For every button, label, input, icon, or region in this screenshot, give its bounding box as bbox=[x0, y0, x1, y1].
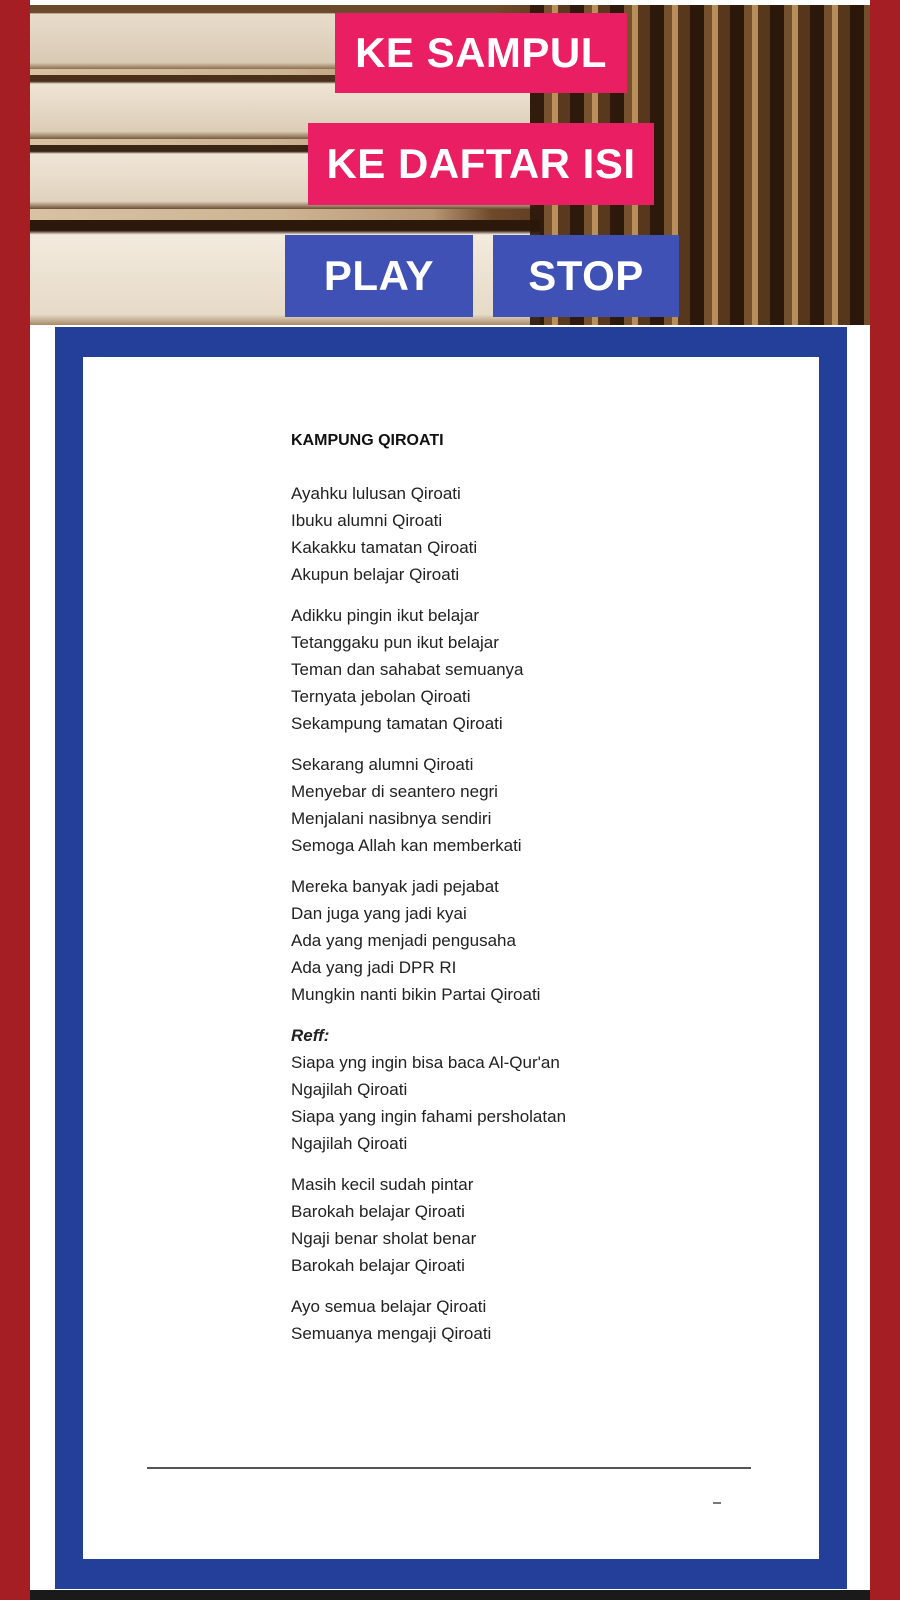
lyric-line: Ada yang menjadi pengusaha bbox=[291, 931, 516, 950]
document-frame bbox=[55, 327, 847, 1589]
lyric-line: Kakakku tamatan Qiroati bbox=[291, 538, 478, 557]
right-border bbox=[870, 0, 900, 1600]
lyric-line: Adikku pingin ikut belajar bbox=[291, 606, 480, 625]
go-to-contents-button[interactable]: KE DAFTAR ISI bbox=[308, 123, 654, 205]
reff-stanza bbox=[291, 1022, 771, 1157]
lyric-line: Ayahku lulusan Qiroati bbox=[291, 484, 461, 503]
footer-divider bbox=[147, 1467, 751, 1469]
reff-lines bbox=[291, 1049, 771, 1157]
lyric-line: Menjalani nasibnya sendiri bbox=[291, 809, 492, 828]
reff-label: Reff: bbox=[291, 1026, 330, 1045]
header-banner bbox=[30, 5, 870, 325]
song-title: KAMPUNG QIROATI bbox=[291, 432, 444, 449]
lyric-line: Ayo semua belajar Qiroati bbox=[291, 1297, 487, 1316]
lyric-line: Tetanggaku pun ikut belajar bbox=[291, 633, 499, 652]
lyric-line: Ada yang jadi DPR RI bbox=[291, 958, 457, 977]
lyric-line: Barokah belajar Qiroati bbox=[291, 1202, 465, 1221]
lyric-line: Mungkin nanti bikin Partai Qiroati bbox=[291, 985, 541, 1004]
lyrics-block bbox=[291, 427, 771, 1361]
bottom-edge bbox=[30, 1590, 870, 1600]
lyric-line: Dan juga yang jadi kyai bbox=[291, 904, 467, 923]
stanza-list bbox=[291, 1171, 771, 1347]
lyric-line: Siapa yng ingin bisa baca Al-Qur'an bbox=[291, 1053, 560, 1072]
lyric-line: Akupun belajar Qiroati bbox=[291, 565, 460, 584]
stanza bbox=[291, 751, 771, 859]
lyric-line: Ibuku alumni Qiroati bbox=[291, 511, 443, 530]
stanza bbox=[291, 480, 771, 588]
lyric-line: Masih kecil sudah pintar bbox=[291, 1175, 474, 1194]
lyric-line: Sekarang alumni Qiroati bbox=[291, 755, 474, 774]
lyric-line: Ternyata jebolan Qiroati bbox=[291, 687, 471, 706]
stanza bbox=[291, 602, 771, 737]
lyric-line: Semoga Allah kan memberkati bbox=[291, 836, 522, 855]
footer-mark bbox=[713, 1502, 721, 1504]
stanza bbox=[291, 1171, 771, 1279]
lyric-line: Siapa yang ingin fahami persholatan bbox=[291, 1107, 567, 1126]
go-to-cover-button[interactable]: KE SAMPUL bbox=[335, 13, 627, 93]
lyric-line: Ngajilah Qiroati bbox=[291, 1134, 408, 1153]
lyric-line: Ngajilah Qiroati bbox=[291, 1080, 408, 1099]
lyric-line: Menyebar di seantero negri bbox=[291, 782, 498, 801]
stanza bbox=[291, 873, 771, 1008]
left-border bbox=[0, 0, 30, 1600]
lyric-line: Mereka banyak jadi pejabat bbox=[291, 877, 499, 896]
lyric-line: Semuanya mengaji Qiroati bbox=[291, 1324, 492, 1343]
play-button[interactable]: PLAY bbox=[285, 235, 473, 317]
lyric-line: Sekampung tamatan Qiroati bbox=[291, 714, 503, 733]
lyric-line: Teman dan sahabat semuanya bbox=[291, 660, 524, 679]
stop-button[interactable]: STOP bbox=[493, 235, 679, 317]
stanza bbox=[291, 1293, 771, 1347]
lyric-line: Ngaji benar sholat benar bbox=[291, 1229, 477, 1248]
stanza-list bbox=[291, 480, 771, 1008]
lyric-line: Barokah belajar Qiroati bbox=[291, 1256, 465, 1275]
document-page[interactable] bbox=[83, 357, 819, 1559]
